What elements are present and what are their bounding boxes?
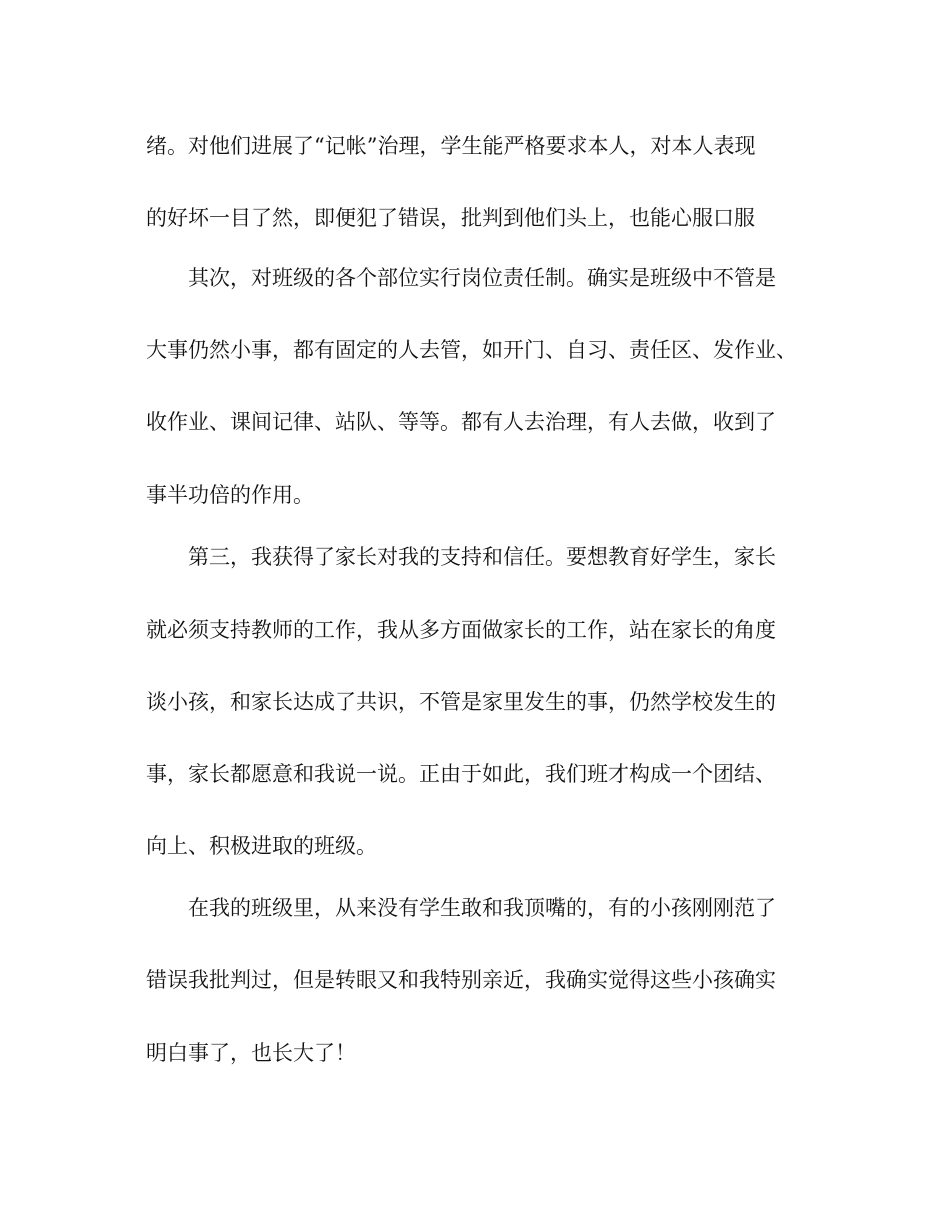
text-line: 的好坏一目了然，即便犯了错误，批判到他们头上，也能心服口服 [146, 206, 755, 230]
text-line: 明白事了，也长大了！ [146, 1041, 356, 1065]
text-line: 谈小孩，和家长达成了共识，不管是家里发生的事，仍然学校发生的 [146, 690, 776, 714]
text-line: 绪。对他们进展了“记帐”治理，学生能严格要求本人，对本人表现 [146, 134, 756, 158]
paragraph-start-line: 第三，我获得了家长对我的支持和信任。要想教育好学生，家长 [188, 545, 776, 569]
text-line: 事，家长都愿意和我说一说。正由于如此，我们班才构成一个团结、 [146, 762, 776, 786]
paragraph-start-line: 其次，对班级的各个部位实行岗位责任制。确实是班级中不管是 [188, 266, 776, 290]
text-line: 大事仍然小事，都有固定的人去管，如开门、自习、责任区、发作业、 [146, 338, 797, 362]
text-line: 就必须支持教师的工作，我从多方面做家长的工作，站在家长的角度 [146, 618, 776, 642]
text-line: 错误我批判过，但是转眼又和我特别亲近，我确实觉得这些小孩确实 [146, 968, 776, 992]
text-line: 事半功倍的作用。 [146, 483, 314, 507]
text-line: 收作业、课间记律、站队、等等。都有人去治理，有人去做，收到了 [146, 410, 776, 434]
paragraph-start-line: 在我的班级里，从来没有学生敢和我顶嘴的，有的小孩刚刚范了 [188, 896, 776, 920]
text-line: 向上、积极进取的班级。 [146, 834, 377, 858]
